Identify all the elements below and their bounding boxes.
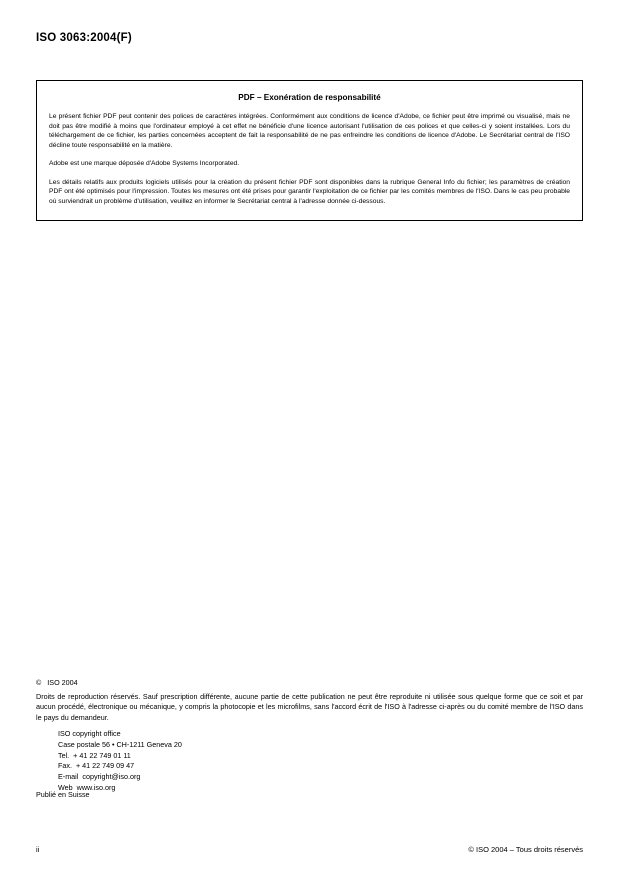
address-line: Fax. + 41 22 749 09 47: [58, 761, 135, 771]
pdf-disclaimer-box: [36, 80, 583, 221]
copyright-notice: [36, 678, 78, 687]
address-line: Web www.iso.org: [58, 782, 116, 792]
address-line: Case postale 56 • CH-1211 Geneva 20: [58, 739, 182, 749]
address-line: Tel. + 41 22 749 01 11: [58, 750, 131, 760]
page-header-standard-ref: ISO 3063:2004(F): [36, 32, 132, 44]
address-line: E-mail copyright@iso.org: [58, 772, 141, 782]
published-in-line: Publié en Suisse: [36, 790, 90, 799]
footer-rights-reserved: © ISO 2004 – Tous droits réservés: [468, 845, 583, 854]
reproduction-rights-text: Droits de reproduction réservés. Sauf prescription différente, aucune partie de cette publication ne peut être reproduite ni utilisée sous quelque forme que ce soit et par aucun procédé, électronique ou mécanique, y compris la photocopie et les microfilms, sans l'accord écrit de l'ISO à l'adresse ci-après ou du comité membre de l'ISO dans le pays du demandeur.: [36, 692, 583, 722]
pdf-disclaimer-paragraph: Les détails relatifs aux produits logiciels utilisés pour la création du présent fichier PDF sont disponibles dans la rubrique General Info du fichier; les paramètres de création PDF ont été optimisés pour l'impression. Toutes les mesures ont été prises pour garantir l'exploitation de ce fichier par les comités membres de l'ISO. Dans le cas peu probable où surviendrait un problème d'utilisation, veuillez en informer le Secrétariat central à l'adresse donnée ci-dessous.: [49, 178, 570, 205]
iso-copyright-office-address: [58, 729, 182, 794]
pdf-disclaimer-title: PDF – Exonération de responsabilité: [238, 93, 381, 102]
footer-page-number: ii: [36, 845, 40, 854]
pdf-disclaimer-paragraph: Adobe est une marque déposée d'Adobe Systems Incorporated.: [49, 160, 240, 168]
copyright-year-owner: ISO 2004: [47, 678, 78, 687]
address-line: ISO copyright office: [58, 729, 121, 738]
pdf-disclaimer-paragraph: Le présent fichier PDF peut contenir des polices de caractères intégrées. Conformément aux conditions de licence d'Adobe, ce fichier peut être imprimé ou visualisé, mais ne doit pas être modifié à moins que l'ordinateur employé à cet effet ne bénéficie d'une licence autorisant l'utilisation de ces polices et que celles-ci y soient installées. Lors du téléchargement de ce fichier, les parties concernées acceptent de fait la responsabilité de ne pas enfreindre les conditions de licence d'Adobe. Le Secrétariat central de l'ISO décline toute responsabilité en la matière.: [49, 113, 570, 149]
copyright-symbol: ©: [36, 678, 42, 687]
